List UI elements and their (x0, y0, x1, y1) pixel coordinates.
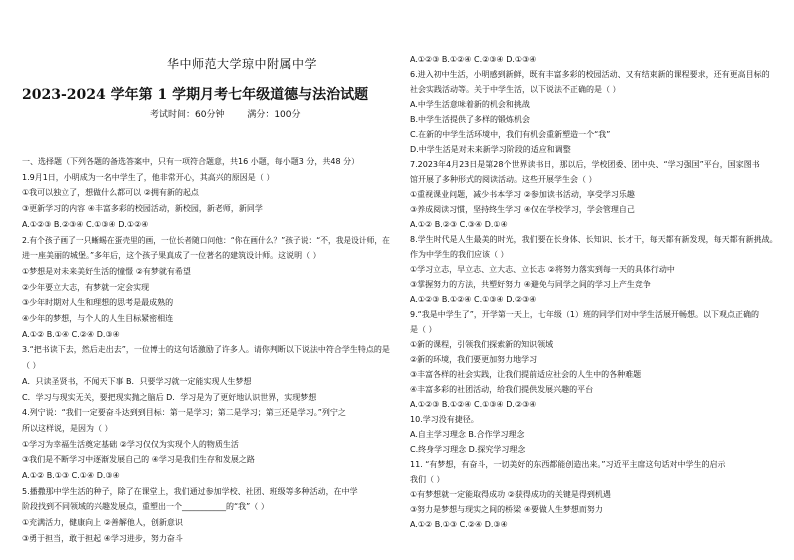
question-line: ①有梦想就一定能取得成功 ②获得成功的关键是得到机遇 (410, 490, 611, 499)
question-line: ③我们是不断学习中逐渐发展自己的 ④学习是我们生存和发展之路 (22, 455, 255, 465)
question-line: ③更新学习的内容 ④丰富多彩的校园活动，新校园，新老师，新同学 (22, 204, 263, 214)
question-line: 6.进入初中生活，小明感到新鲜，既有丰富多彩的校园活动、又有结束新的课程要求，还有更高目标的 (410, 70, 770, 79)
question-line: 4.列宁说：“我们一定要奋斗达到到目标：第一是学习；第二是学习；第三还是学习。”列宁之 (22, 408, 346, 418)
exam-info (150, 107, 321, 120)
question-line: A.中学生活意味着新的机会和挑战 (410, 100, 530, 109)
question-line: 作为中学生的我们应该（ ） (410, 250, 509, 259)
question-line: 7.2023年4月23日是第28个世界读书日，那以后，学校团委、团中央、“学习强国”平台，国家图书 (410, 160, 760, 169)
school-name: 华中师范大学琼中附属中学 (167, 57, 318, 71)
question-line: A．只读圣贤书，不闻天下事 B．只要学习就一定能实现人生梦想 (22, 376, 252, 386)
question-line: 馆开展了多种形式的阅读活动。这些开展学生会（ ） (410, 175, 597, 184)
question-line: ③少年时期对人生和理想的思考是最成熟的 (22, 298, 174, 308)
question-line: 2.有个孩子画了一只蜥蜴在蛋壳里的画，一位长者随口问他：“你在画什么？”孩子说：“不，我是设计师，在 (22, 235, 390, 245)
question-line: C.终身学习理念 D.探究学习理念 (410, 445, 526, 454)
question-line: ②少年要立大志，有梦就一定会实现 (22, 282, 150, 292)
question-line: A.①②③ B.①②④ C.②③④ D.①③④ (410, 55, 537, 64)
exam-score: 满分：100分 (247, 110, 301, 120)
question-line: A.①②③ B.②③④ C.①③④ D.①②④ (22, 219, 149, 229)
question-line: 10.学习没有捷径。 (410, 415, 479, 424)
question-line: 11. “有梦想，有奋斗，一切美好的东西都能创造出来。”习近平主席这句话对中学生的启示 (410, 460, 726, 469)
question-line: A.①② B.①③ C.①④ D.③④ (22, 471, 120, 480)
question-line: 阶段找到不同领域的兴趣发展点，重塑出一个___________的“我”（ ） (22, 502, 269, 512)
question-line: ③养成阅读习惯，坚持终生学习 ④仅在学校学习，学会管理自己 (410, 205, 635, 214)
question-line: 一、选择题（下列各题的备选答案中，只有一项符合题意，共16 小题，每小题3 分，共48 分） (22, 157, 360, 166)
question-line: ①学习为幸福生活奠定基础 ②学习仅仅为实现个人的物质生活 (22, 439, 239, 449)
question-line: ①充满活力，健康向上 ②善解他人，创新意识 (22, 518, 183, 528)
question-line: A.①② B.①③ C.②④ D.③④ (410, 520, 508, 529)
question-line: 3.“把书读下去，然后走出去”，一位博士的这句话激励了许多人。请你判断以下说法中符合学生特点的是 (22, 345, 390, 355)
exam-time: 考试时间：60分钟 (150, 110, 225, 120)
question-line: ①新的课程，引领我们探索新的知识领域 (410, 340, 554, 349)
question-line: 8.学生时代是人生最美的时光，我们要在长身体、长知识、长才干，每天都有新发现，每天都有新挑战。 (410, 235, 778, 244)
question-line: ①重视课业问题，减少书本学习 ②参加读书活动，享受学习乐趣 (410, 190, 635, 199)
question-line: C.在新的中学生活环境中，我们有机会重新塑造一个“我” (410, 130, 611, 139)
question-line: C．学习与现实无关，要把现实抛之脑后 D．学习是为了更好地认识世界，实现梦想 (22, 392, 317, 402)
question-line: A.自主学习理念 B.合作学习理念 (410, 430, 525, 439)
question-line: ③掌握努力的方法，共塑好努力 ④避免与同学之间的学习上产生竞争 (410, 280, 651, 289)
question-line: ④少年的梦想，与个人的人生目标紧密相连 (22, 314, 174, 323)
question-line: ①学习立志，早立志、立大志、立长志 ②将努力落实到每一天的具体行动中 (410, 265, 675, 274)
question-line: A.①② B.②③ C.③④ D.①④ (410, 220, 508, 229)
question-line: 是（ ） (410, 325, 437, 334)
question-line: A.①②③ B.①②④ C.①③④ D.②③④ (410, 295, 537, 304)
question-line: 所以这样说，是因为（ ） (22, 423, 113, 433)
question-line: ③努力是梦想与现实之间的桥梁 ④要做人生梦想而努力 (410, 505, 603, 514)
question-line: 9.“我是中学生了”，开学第一天上，七年级（1）班的同学们对中学生活展开畅想。以下观点正确的 (410, 310, 760, 319)
question-line: ④丰富多彩的社团活动，给我们提供发展兴趣的平台 (410, 385, 594, 394)
question-line: （ ） (22, 361, 41, 371)
question-line: A.①② B.①④ C.②④ D.③④ (22, 329, 120, 339)
question-line: ③丰富各样的社会实践，让我们提前适应社会的人生中的各种难题 (410, 370, 642, 379)
question-line: B.中学生活提供了多样的锻炼机会 (410, 115, 531, 124)
question-line: ③勇于担当，敢于担起 ④学习进步，努力奋斗 (22, 533, 183, 543)
question-line: D.中学生活是对未来新学习阶段的适应和调整 (410, 145, 571, 154)
question-line: 我们（ ） (410, 475, 445, 484)
question-line: ①梦想是对未来美好生活的憧憬 ②有梦就有希望 (22, 266, 191, 276)
question-line: 进一座美丽的城堡。”多年后，这个孩子果真成了一位著名的建筑设计师。这说明（ ） (22, 251, 321, 261)
question-line: ②新的环境，我们要更加努力地学习 (410, 355, 538, 364)
question-line: 1.9月1日，小明成为一名中学生了，他非常开心，其高兴的原因是（ ） (22, 172, 275, 182)
question-line: A.①②③ B.①②④ C.①③④ D.②③④ (410, 400, 537, 409)
question-line: 5.播撒那中学生活的种子，除了在课堂上，我们通过参加学校、社团、班级等多种活动，在中学 (22, 486, 358, 496)
question-line: 社会实践活动等。关于中学生活，以下说法不正确的是（ ） (410, 85, 621, 94)
exam-title: 2023-2024 学年第 1 学期月考七年级道德与法治试题 (22, 87, 369, 103)
question-line: ①我可以独立了，想做什么都可以 ②拥有新的起点 (22, 188, 199, 198)
